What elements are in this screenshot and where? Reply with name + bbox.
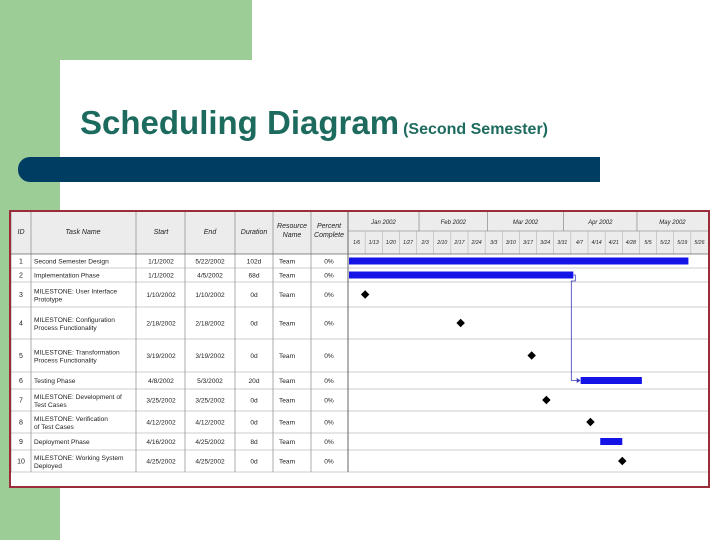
task-name: Deployed bbox=[34, 463, 62, 470]
week-label: 4/7 bbox=[575, 240, 584, 246]
task-resource: Team bbox=[278, 397, 296, 405]
task-name: Test Cases bbox=[34, 402, 67, 409]
task-percent: 0% bbox=[324, 320, 334, 328]
gantt-bar bbox=[349, 272, 573, 279]
month-label: Jan 2002 bbox=[371, 220, 396, 226]
task-duration: 0d bbox=[250, 353, 258, 360]
task-id: 3 bbox=[19, 292, 23, 299]
week-label: 2/10 bbox=[437, 240, 448, 246]
task-end: 4/25/2002 bbox=[195, 439, 225, 446]
title-main: Scheduling Diagram bbox=[80, 104, 400, 141]
task-end: 4/25/2002 bbox=[195, 458, 225, 466]
column-header-id: ID bbox=[17, 229, 25, 236]
month-label: Feb 2002 bbox=[440, 220, 466, 226]
task-end: 1/10/2002 bbox=[195, 292, 225, 299]
task-duration: 8d bbox=[250, 439, 258, 446]
week-label: 5/5 bbox=[644, 240, 652, 246]
gantt-bar bbox=[349, 258, 688, 265]
month-label: Mar 2002 bbox=[512, 220, 539, 226]
column-header-percent-complete: Complete bbox=[314, 232, 344, 239]
week-label: 3/17 bbox=[522, 240, 534, 246]
gantt-bar bbox=[581, 377, 642, 384]
task-percent: 0% bbox=[324, 353, 334, 360]
gantt-header-bg bbox=[11, 212, 708, 254]
task-start: 2/18/2002 bbox=[146, 320, 176, 328]
task-end: 3/19/2002 bbox=[195, 353, 225, 360]
title-underline-bar bbox=[18, 157, 600, 182]
task-percent: 0% bbox=[324, 272, 334, 280]
task-start: 4/8/2002 bbox=[148, 378, 174, 385]
column-header-resource-name: Name bbox=[282, 232, 302, 239]
task-id: 9 bbox=[19, 439, 23, 446]
gantt-chart bbox=[9, 210, 710, 488]
task-id: 8 bbox=[19, 419, 23, 427]
column-header-task-name: Task Name bbox=[65, 229, 101, 236]
title-subtitle: (Second Semester) bbox=[403, 121, 548, 138]
task-percent: 0% bbox=[324, 458, 334, 466]
task-percent: 0% bbox=[324, 258, 334, 266]
task-percent: 0% bbox=[324, 419, 334, 427]
task-name: Testing Phase bbox=[34, 378, 76, 385]
task-resource: Team bbox=[278, 419, 296, 427]
task-id: 2 bbox=[19, 272, 23, 280]
task-resource: Team bbox=[278, 458, 296, 466]
task-duration: 68d bbox=[248, 272, 260, 280]
week-label: 4/14 bbox=[591, 240, 602, 246]
task-name: Process Functionality bbox=[34, 357, 97, 365]
week-label: 5/12 bbox=[660, 240, 671, 246]
task-id: 4 bbox=[19, 320, 23, 328]
week-label: 1/13 bbox=[368, 240, 379, 246]
task-name: Implementation Phase bbox=[34, 272, 100, 280]
task-duration: 0d bbox=[250, 320, 258, 328]
task-resource: Team bbox=[278, 320, 296, 328]
column-header-duration: Duration bbox=[240, 229, 268, 236]
task-id: 5 bbox=[19, 353, 23, 360]
column-header-resource-name: Resource bbox=[277, 223, 307, 230]
task-name: of Test Cases bbox=[34, 424, 74, 431]
task-resource: Team bbox=[278, 258, 296, 266]
task-resource: Team bbox=[278, 378, 296, 385]
task-name: Deployment Phase bbox=[34, 439, 90, 446]
task-end: 3/25/2002 bbox=[195, 397, 225, 405]
gantt-svg bbox=[11, 212, 708, 486]
gantt-row-bg bbox=[11, 307, 708, 339]
task-end: 5/22/2002 bbox=[195, 258, 225, 266]
task-percent: 0% bbox=[324, 397, 334, 405]
task-duration: 0d bbox=[250, 419, 258, 427]
slide-title bbox=[80, 104, 548, 142]
task-id: 6 bbox=[19, 378, 23, 385]
week-label: 2/3 bbox=[421, 240, 429, 246]
task-name: MILESTONE: Transformation bbox=[34, 349, 120, 357]
task-resource: Team bbox=[278, 353, 296, 360]
task-name: Process Functionality bbox=[34, 325, 97, 332]
week-label: 3/3 bbox=[490, 240, 498, 246]
task-resource: Team bbox=[278, 439, 296, 446]
week-label: 1/6 bbox=[352, 240, 361, 246]
gantt-bar bbox=[600, 438, 622, 445]
week-label: 5/26 bbox=[694, 240, 705, 246]
column-header-start: Start bbox=[153, 229, 169, 236]
task-start: 1/1/2002 bbox=[148, 258, 174, 266]
task-start: 4/25/2002 bbox=[146, 458, 176, 466]
task-start: 3/25/2002 bbox=[146, 397, 176, 405]
task-start: 4/12/2002 bbox=[146, 419, 176, 427]
task-resource: Team bbox=[278, 292, 296, 299]
week-label: 3/24 bbox=[540, 240, 551, 246]
week-label: 2/17 bbox=[454, 240, 465, 246]
column-header-percent-complete: Percent bbox=[316, 223, 342, 230]
week-label: 3/10 bbox=[505, 240, 516, 246]
week-label: 3/31 bbox=[557, 240, 568, 246]
task-id: 7 bbox=[19, 397, 23, 405]
task-name: MILESTONE: Working System bbox=[34, 455, 124, 462]
task-end: 4/12/2002 bbox=[195, 419, 225, 427]
task-end: 5/3/2002 bbox=[197, 378, 223, 385]
task-duration: 0d bbox=[250, 292, 258, 299]
task-id: 10 bbox=[17, 458, 25, 466]
week-label: 5/19 bbox=[677, 240, 688, 246]
task-duration: 20d bbox=[248, 378, 260, 385]
task-duration: 0d bbox=[250, 397, 258, 405]
task-start: 1/10/2002 bbox=[146, 292, 176, 299]
task-name: MILESTONE: Configuration bbox=[34, 317, 115, 324]
gantt-row-bg bbox=[11, 411, 708, 433]
task-name: MILESTONE: Verification bbox=[34, 416, 108, 423]
task-duration: 102d bbox=[246, 258, 262, 266]
task-name: MILESTONE: User Interface bbox=[34, 288, 118, 296]
month-label: Apr 2002 bbox=[588, 220, 613, 226]
task-percent: 0% bbox=[324, 439, 334, 446]
task-percent: 0% bbox=[324, 292, 334, 299]
month-label: May 2002 bbox=[659, 220, 686, 226]
week-label: 2/24 bbox=[471, 240, 482, 246]
task-duration: 0d bbox=[250, 458, 258, 466]
task-start: 4/16/2002 bbox=[146, 439, 176, 446]
task-id: 1 bbox=[19, 258, 23, 266]
task-name: MILESTONE: Development of bbox=[34, 394, 122, 401]
week-label: 4/28 bbox=[625, 240, 636, 246]
week-label: 1/20 bbox=[385, 240, 396, 246]
task-name: Second Semester Design bbox=[34, 258, 109, 266]
task-end: 2/18/2002 bbox=[195, 320, 225, 328]
task-percent: 0% bbox=[324, 378, 334, 385]
task-end: 4/5/2002 bbox=[197, 272, 223, 280]
task-resource: Team bbox=[278, 272, 296, 280]
week-label: 4/21 bbox=[608, 240, 619, 246]
task-start: 3/19/2002 bbox=[146, 353, 176, 360]
task-start: 1/1/2002 bbox=[148, 272, 174, 280]
column-header-end: End bbox=[203, 229, 217, 236]
week-label: 1/27 bbox=[402, 240, 414, 246]
task-name: Prototype bbox=[34, 296, 63, 304]
